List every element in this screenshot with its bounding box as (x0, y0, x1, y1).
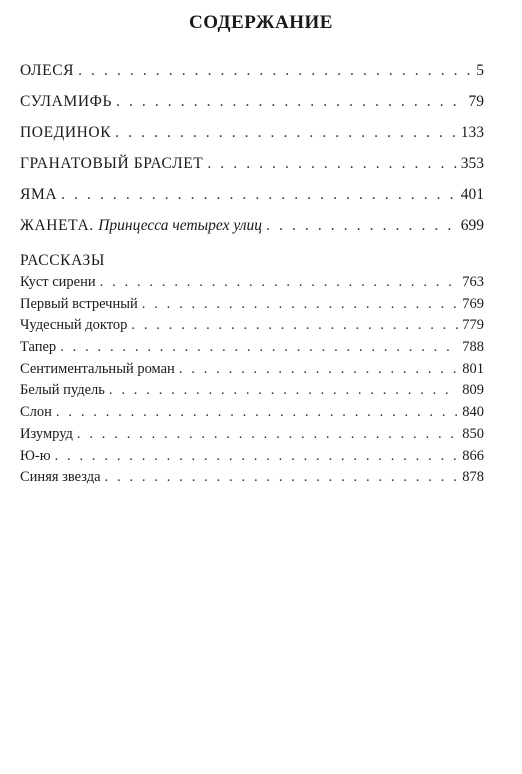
dot-leader (56, 404, 458, 421)
toc-entry-page: 801 (462, 360, 484, 377)
toc-entry (20, 186, 484, 217)
toc-entry-label: Куст сирени (20, 274, 96, 290)
toc-entry-label: Синяя звезда (20, 469, 101, 486)
toc-entry-page: 763 (462, 274, 484, 290)
dot-leader (105, 469, 459, 486)
toc-entry-label: ПОЕДИНОК (20, 124, 112, 141)
toc-entry-label: ГРАНАТОВЫЙ БРАСЛЕТ (20, 155, 204, 172)
toc-entry-label: Слон (20, 404, 52, 421)
toc-entry-page: 5 (476, 62, 484, 79)
toc-entry (20, 426, 484, 448)
dot-leader (266, 217, 457, 235)
toc-entry-label: ЯМА (20, 186, 58, 203)
dot-leader (142, 296, 459, 313)
toc-entry-page: 133 (460, 124, 484, 141)
toc-entry-label: ОЛЕСЯ (20, 62, 75, 79)
dot-leader (60, 339, 458, 356)
toc-entry (20, 296, 484, 318)
toc-entry-label: Чудесный доктор (20, 317, 128, 334)
toc-entry (20, 274, 484, 296)
toc-entry-page: 353 (460, 155, 484, 172)
toc-entry-page: 866 (462, 447, 484, 464)
dot-leader (61, 186, 457, 204)
toc-entry-label (20, 217, 262, 235)
toc-entry-page: 850 (462, 425, 484, 442)
dot-leader (116, 93, 465, 111)
toc-entry (20, 93, 484, 124)
dot-leader (78, 62, 472, 80)
dot-leader (131, 317, 458, 334)
dot-leader (109, 382, 458, 399)
dot-leader (77, 426, 458, 443)
toc-entry (20, 217, 484, 248)
toc-entry-label: Первый встречный (20, 295, 138, 312)
toc-entry (20, 404, 484, 426)
toc-entry (20, 382, 484, 404)
dot-leader (207, 155, 456, 173)
toc-entry (20, 339, 484, 361)
toc-entry-subtitle: Принцесса четырех улиц (98, 217, 263, 234)
toc-entry (20, 155, 484, 186)
toc-entry-page: 788 (462, 339, 484, 356)
toc-entry-label: Белый пудель (20, 382, 105, 399)
toc-entry-page: 769 (462, 295, 484, 312)
toc-entry-page: 809 (462, 382, 484, 399)
toc-entry-page: 779 (462, 317, 484, 334)
toc-entry-label: СУЛАМИФЬ (20, 93, 112, 110)
toc-entry (20, 361, 484, 383)
toc-entry (20, 124, 484, 155)
toc-entry (20, 317, 484, 339)
toc-entry-page: 699 (460, 217, 484, 234)
toc-entry-page: 878 (462, 469, 484, 486)
toc-entry (20, 62, 484, 93)
toc-entry-page: 840 (462, 404, 484, 421)
toc-entry-page: 401 (460, 186, 484, 203)
dot-leader (55, 448, 459, 465)
page-title: СОДЕРЖАНИЕ (189, 12, 333, 33)
dot-leader (179, 361, 458, 378)
toc-entry-label: Изумруд (20, 425, 73, 442)
section-heading: РАССКАЗЫ (20, 252, 105, 269)
toc-entry-page: 79 (468, 93, 484, 110)
toc-entry (20, 469, 484, 491)
dot-leader (115, 124, 457, 142)
toc-entry (20, 448, 484, 470)
toc-entry-label: Сентиментальный роман (20, 360, 175, 377)
toc-entry-label: Тапер (20, 339, 57, 356)
dot-leader (100, 274, 459, 291)
toc-entry-label: Ю-ю (20, 447, 51, 464)
toc-entry-title: ЖАНЕТА. (20, 217, 94, 234)
toc-list (20, 62, 484, 491)
